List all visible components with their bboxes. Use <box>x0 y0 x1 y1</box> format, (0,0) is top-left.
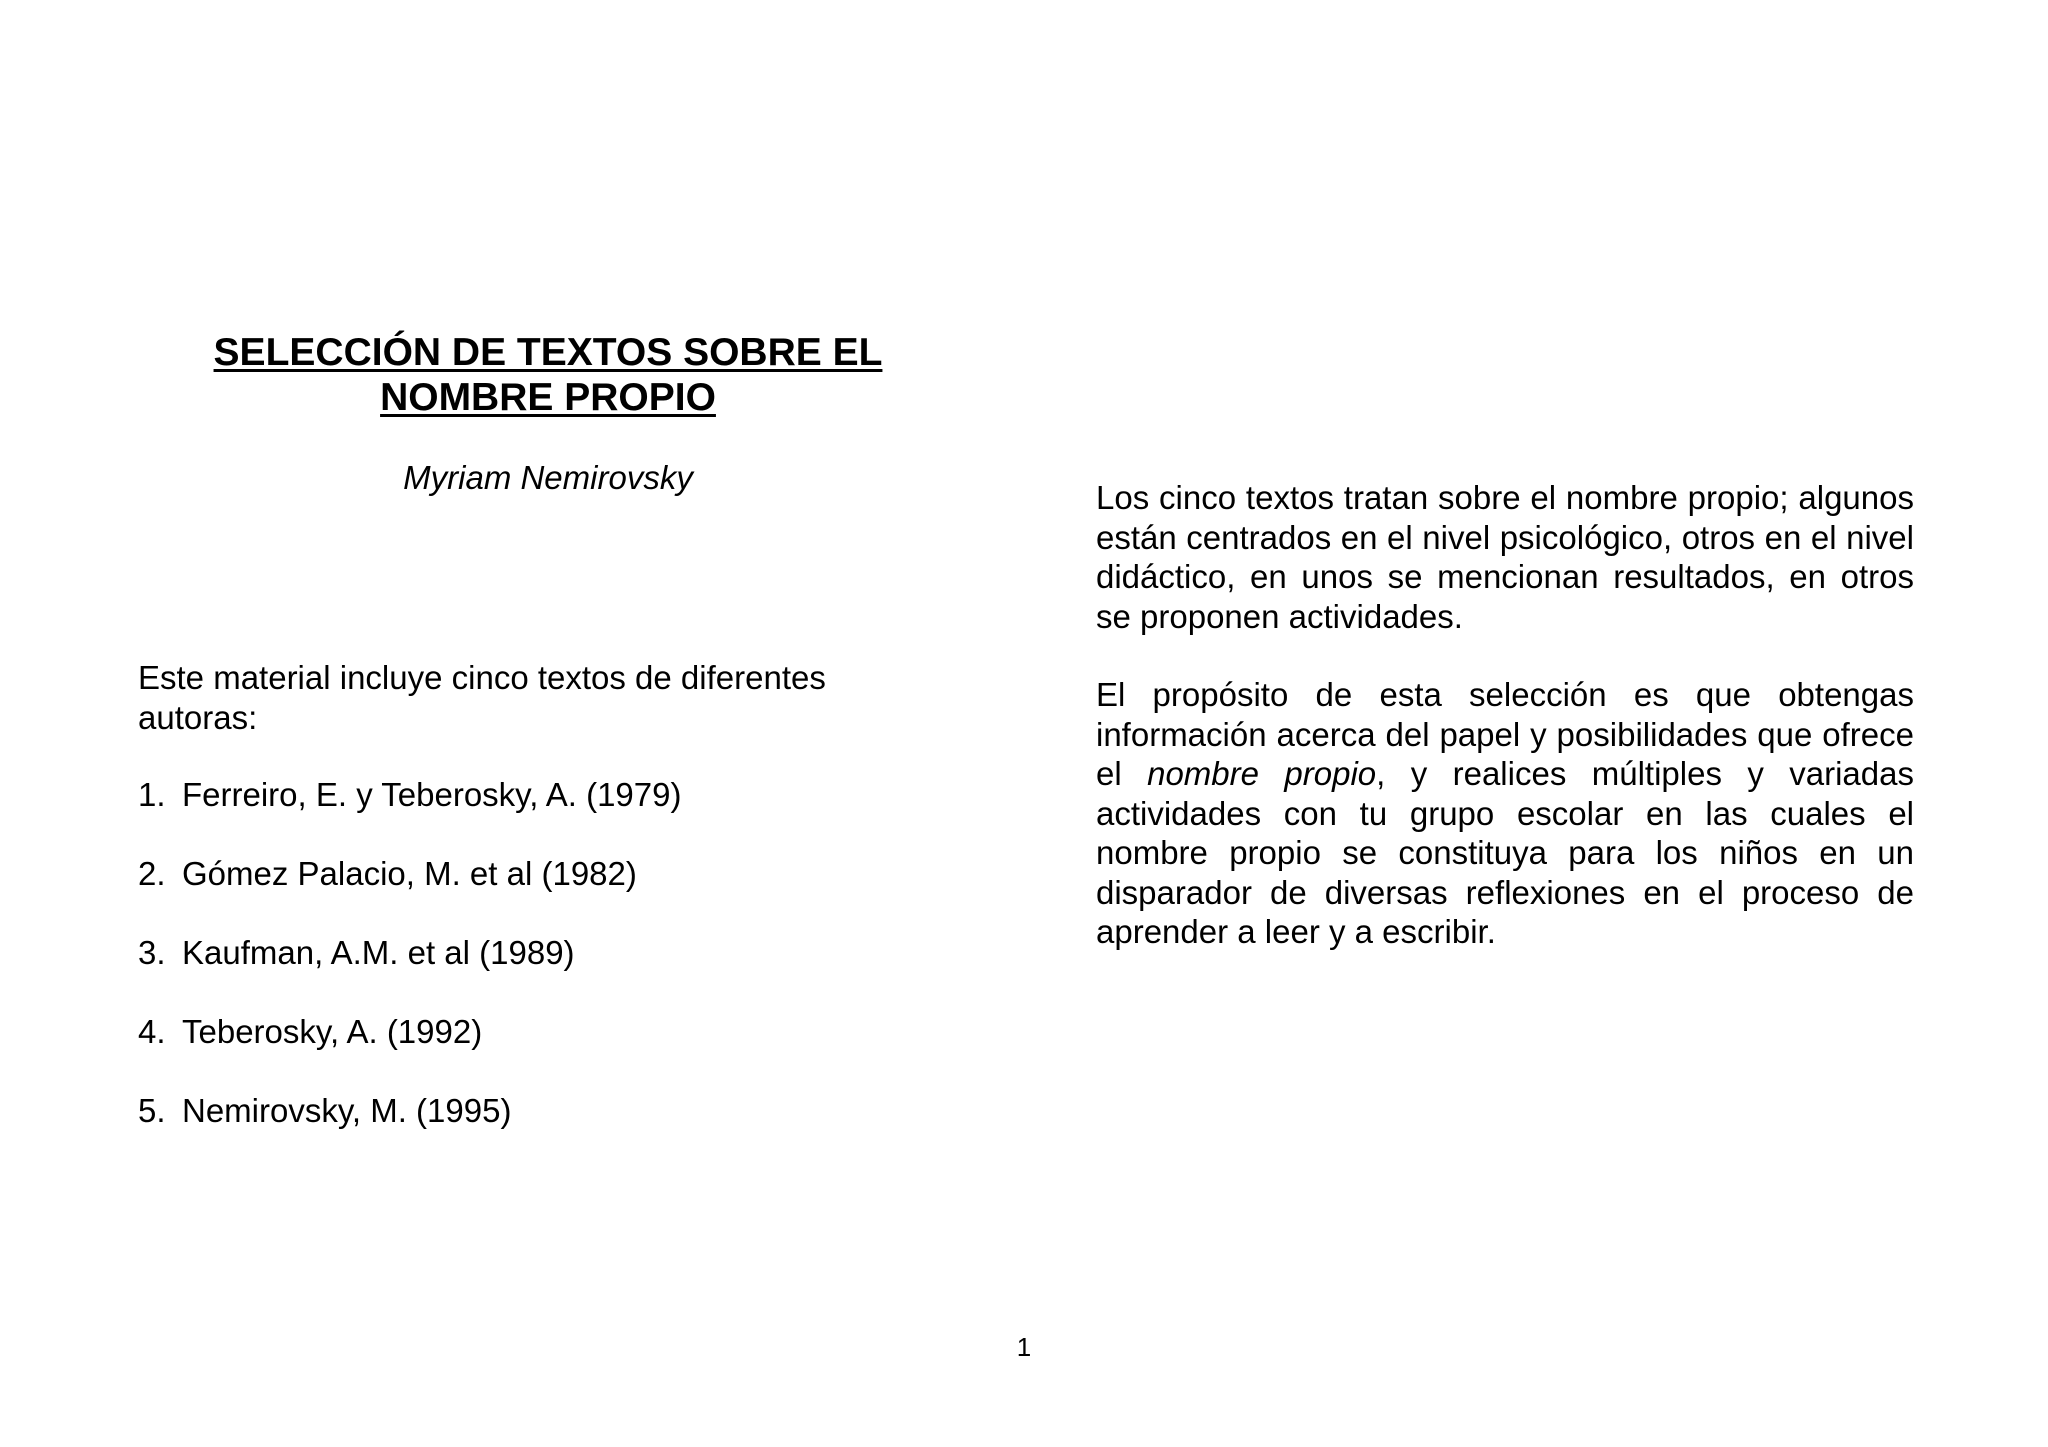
reference-item <box>138 775 958 854</box>
left-column <box>138 330 958 1129</box>
author-name: Myriam Nemirovsky <box>403 459 693 496</box>
paragraph-purpose <box>1096 675 1914 952</box>
reference-text: Ferreiro, E. y Teberosky, A. (1979) <box>182 776 682 813</box>
reference-text: Kaufman, A.M. et al (1989) <box>182 934 575 971</box>
reference-item <box>138 854 958 933</box>
reference-item <box>138 1091 958 1170</box>
reference-number: 1. <box>138 776 166 813</box>
title-line-1: SELECCIÓN DE TEXTOS SOBRE EL <box>213 331 883 374</box>
reference-number: 5. <box>138 1092 166 1129</box>
intro-text: Este material incluye cinco textos de diferentes autoras: <box>138 659 826 736</box>
paragraph-purpose-end: , y realices múltiples y variadas actividades con tu grupo escolar en las cuales el nombre propio se constituya para los niños en un disparador de diversas reflexiones en el proceso de aprender a leer y a escribir. <box>1096 755 1914 950</box>
reference-text: Nemirovsky, M. (1995) <box>182 1092 512 1129</box>
reference-list <box>138 775 958 1170</box>
reference-item <box>138 933 958 1012</box>
title-line-2: NOMBRE PROPIO <box>380 376 716 419</box>
reference-number: 2. <box>138 855 166 892</box>
paragraph-overview: Los cinco textos tratan sobre el nombre propio; algunos están centrados en el nivel psicológico, otros en el nivel didáctico, en unos se mencionan resultados, en otros se proponen actividades. <box>1096 479 1914 635</box>
reference-text: Teberosky, A. (1992) <box>182 1013 483 1050</box>
page-number: 1 <box>1016 1332 1032 1362</box>
reference-number: 3. <box>138 934 166 971</box>
reference-number: 4. <box>138 1013 166 1050</box>
paragraph-purpose-start: El propósito de esta selección es que obtengas información acerca del papel y posibilidades que ofrece el <box>1096 676 1914 792</box>
document-title <box>138 330 958 420</box>
reference-item <box>138 1012 958 1091</box>
reference-text: Gómez Palacio, M. et al (1982) <box>182 855 637 892</box>
paragraph-purpose-emphasis: nombre propio <box>1147 755 1377 792</box>
right-column <box>1096 478 1914 991</box>
